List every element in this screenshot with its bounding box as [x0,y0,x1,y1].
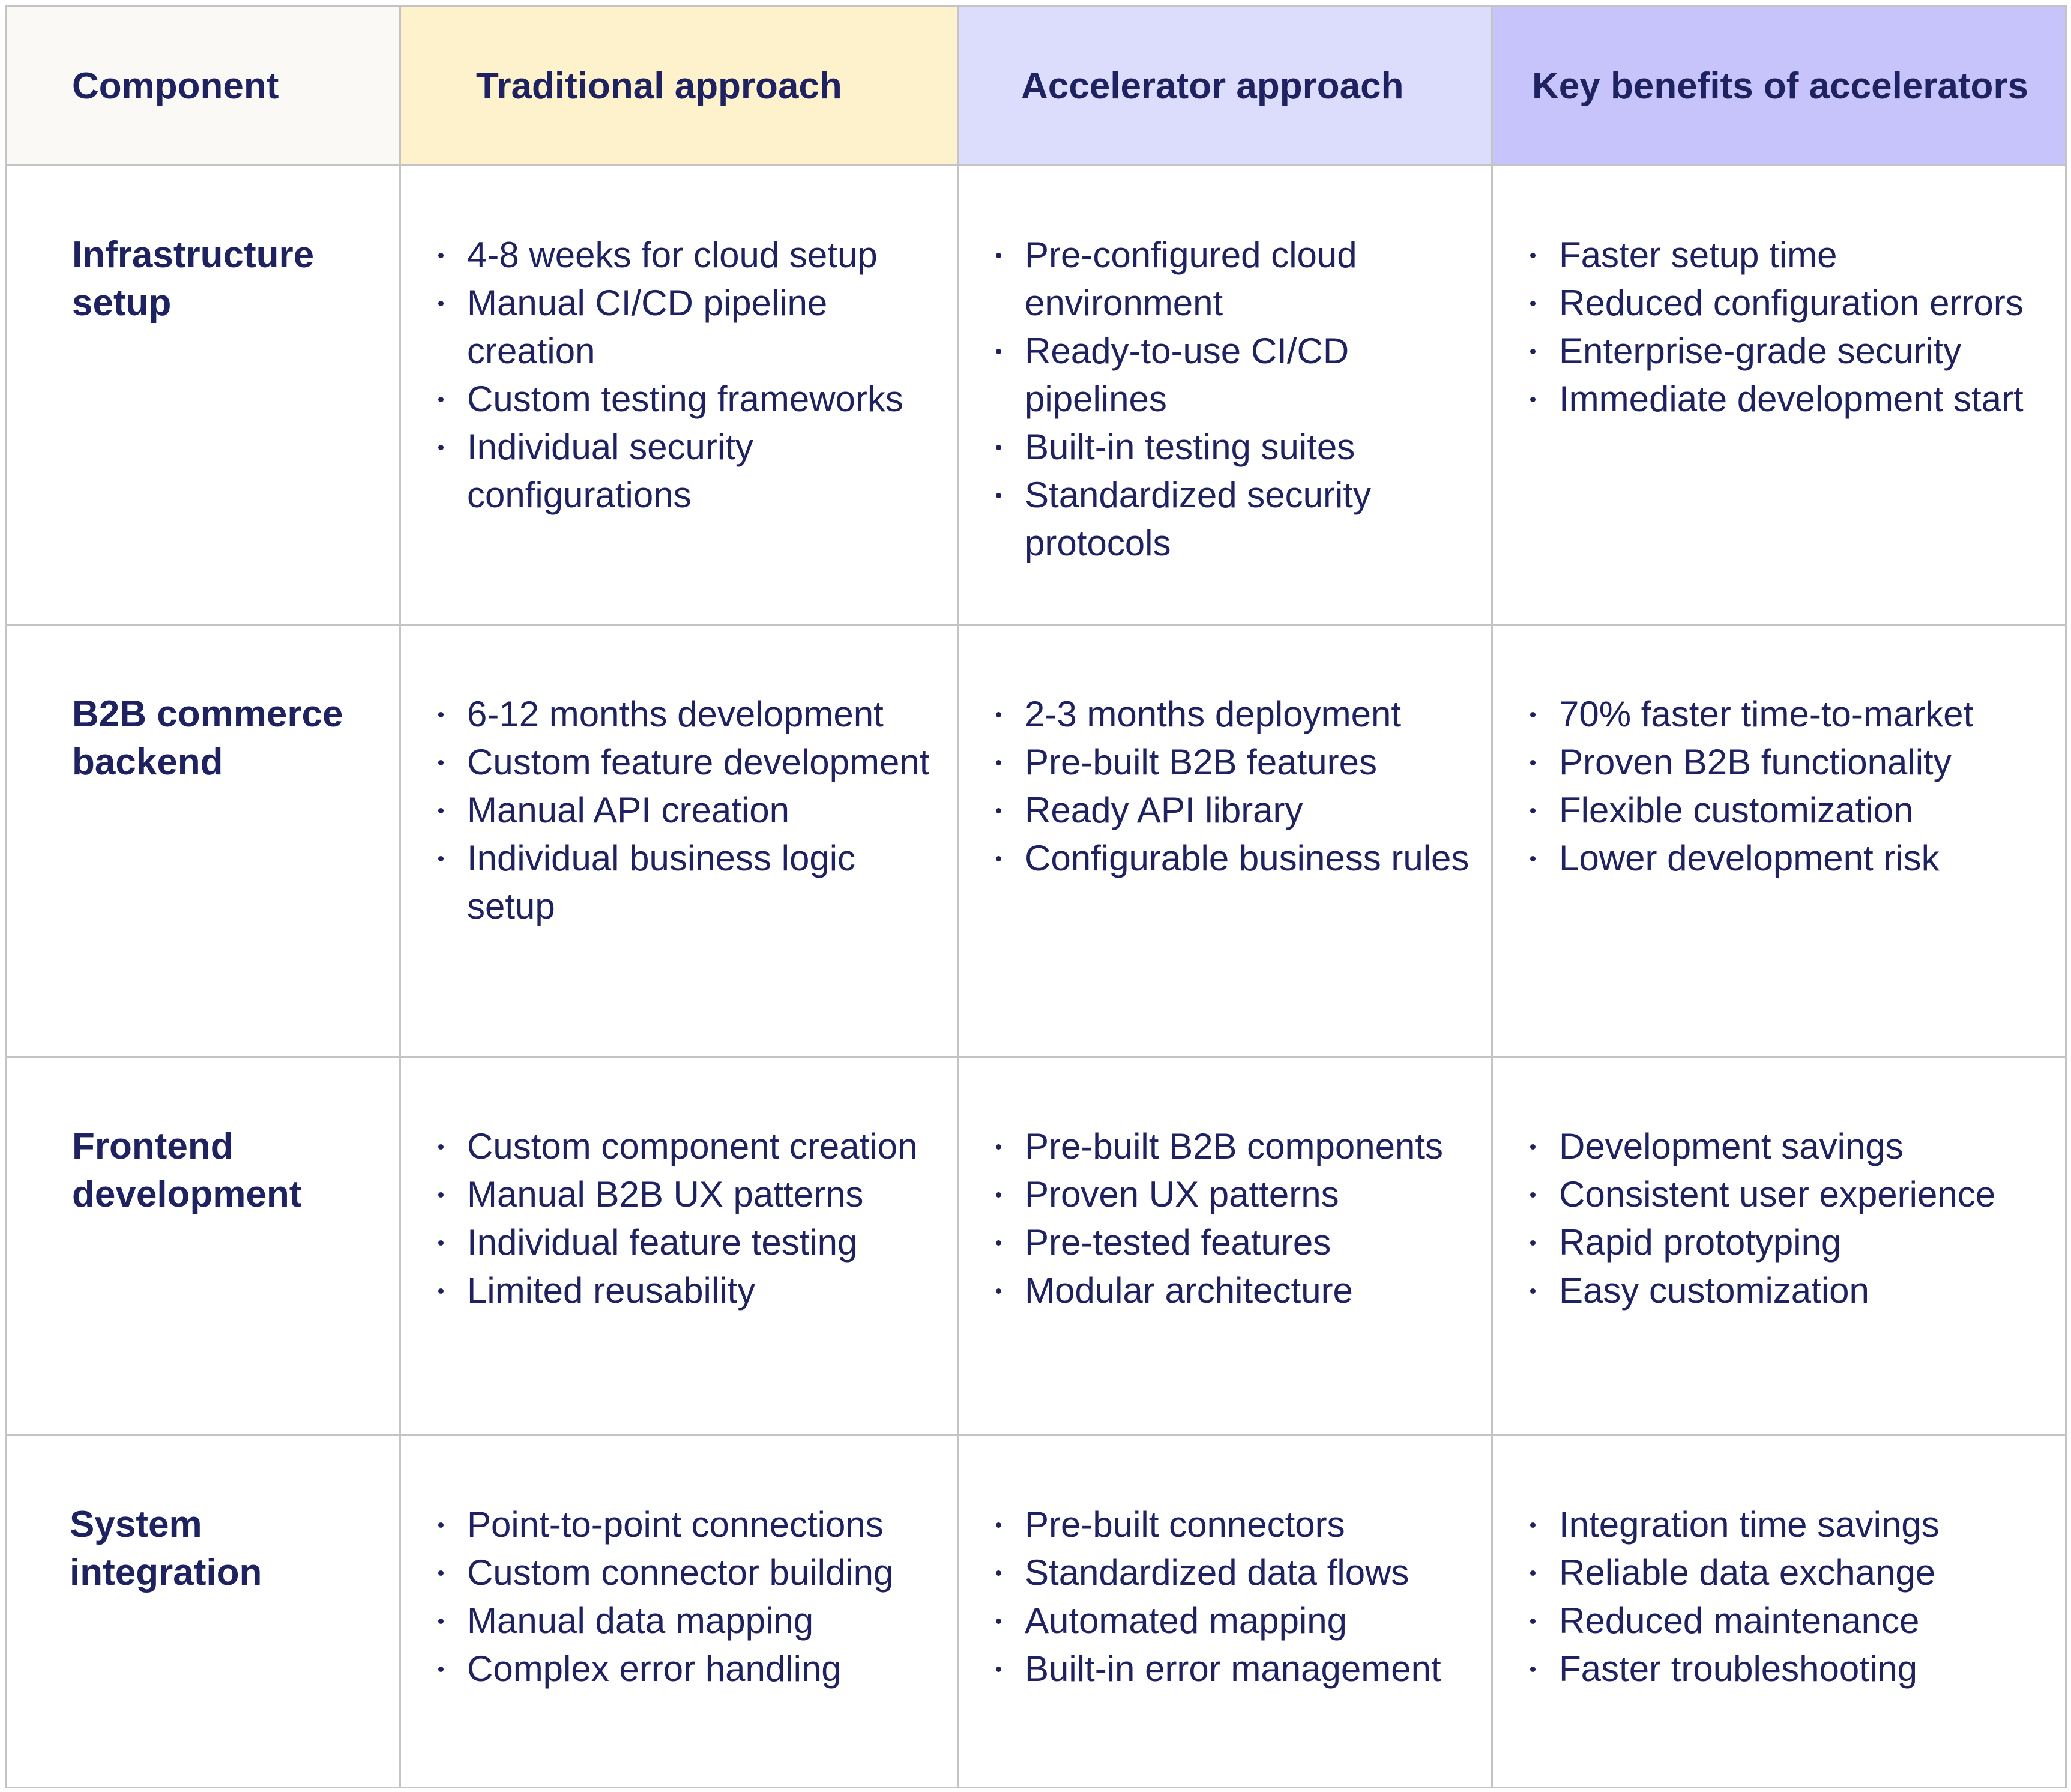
accelerator-cell [958,166,1492,625]
list-item: Individual feature testing [434,1219,939,1267]
list-item: Individual business logic setup [434,834,939,931]
list-item: Individual security configurations [434,423,939,519]
traditional-list [434,1501,939,1693]
list-item: 70% faster time-to-market [1526,690,2047,738]
list-item: Integration time savings [1526,1501,2047,1549]
traditional-cell [400,166,958,625]
list-item: 2-3 months deployment [992,690,1473,738]
accelerator-cell [958,1057,1492,1435]
component-cell: B2B commerce backend [7,625,400,1057]
benefits-cell [1492,166,2066,625]
header-accelerator-approach: Accelerator approach [958,7,1492,166]
traditional-list [434,690,939,931]
header-row [7,7,2066,166]
benefits-cell [1492,1057,2066,1435]
benefits-cell [1492,1435,2066,1788]
list-item: Easy customization [1526,1267,2047,1315]
list-item: Consistent user experience [1526,1171,2047,1219]
list-item: Pre-built connectors [992,1501,1473,1549]
list-item: Modular architecture [992,1267,1473,1315]
list-item: Manual data mapping [434,1597,939,1645]
benefits-list [1526,1501,2047,1693]
list-item: Configurable business rules [992,834,1473,882]
list-item: Custom testing frameworks [434,375,939,423]
list-item: Pre-built B2B components [992,1123,1473,1171]
list-item: Complex error handling [434,1645,939,1693]
list-item: Flexible customization [1526,786,2047,834]
list-item: Proven UX patterns [992,1171,1473,1219]
list-item: Automated mapping [992,1597,1473,1645]
table-row-infrastructure-setup [7,166,2066,625]
list-item: Custom connector building [434,1549,939,1597]
accelerator-list [992,231,1473,567]
list-item: 6-12 months development [434,690,939,738]
accelerator-list [992,1123,1473,1315]
list-item: Reduced maintenance [1526,1597,2047,1645]
accelerator-list [992,690,1473,882]
accelerator-cell [958,625,1492,1057]
list-item: Manual B2B UX patterns [434,1171,939,1219]
list-item: Faster setup time [1526,231,2047,279]
list-item: 4-8 weeks for cloud setup [434,231,939,279]
list-item: Pre-configured cloud environment [992,231,1473,327]
list-item: Built-in error management [992,1645,1473,1693]
list-item: Enterprise-grade security [1526,327,2047,375]
list-item: Lower development risk [1526,834,2047,882]
list-item: Reliable data exchange [1526,1549,2047,1597]
table-row-frontend-development [7,1057,2066,1435]
component-cell: Infrastructure setup [7,166,400,625]
traditional-list [434,1123,939,1315]
traditional-cell [400,1435,958,1788]
list-item: Custom component creation [434,1123,939,1171]
header-key-benefits: Key benefits of accelerators [1492,7,2066,166]
list-item: Limited reusability [434,1267,939,1315]
list-item: Pre-tested features [992,1219,1473,1267]
list-item: Immediate development start [1526,375,2047,423]
traditional-cell [400,625,958,1057]
accelerator-list [992,1501,1473,1693]
traditional-list [434,231,939,519]
list-item: Reduced configuration errors [1526,279,2047,327]
list-item: Ready-to-use CI/CD pipelines [992,327,1473,423]
traditional-cell [400,1057,958,1435]
component-cell: Frontend development [7,1057,400,1435]
benefits-cell [1492,625,2066,1057]
list-item: Built-in testing suites [992,423,1473,471]
header-traditional-approach: Traditional approach [400,7,958,166]
list-item: Standardized security protocols [992,471,1473,567]
benefits-list [1526,1123,2047,1315]
list-item: Custom feature development [434,738,939,786]
accelerator-cell [958,1435,1492,1788]
list-item: Point-to-point connections [434,1501,939,1549]
comparison-table-container [5,5,2065,1787]
header-component: Component [7,7,400,166]
list-item: Rapid prototyping [1526,1219,2047,1267]
table-row-b2b-commerce-backend [7,625,2066,1057]
component-cell: System integration [7,1435,400,1788]
list-item: Manual API creation [434,786,939,834]
benefits-list [1526,690,2047,882]
list-item: Manual CI/CD pipeline creation [434,279,939,375]
benefits-list [1526,231,2047,423]
list-item: Standardized data flows [992,1549,1473,1597]
table-row-system-integration [7,1435,2066,1788]
list-item: Development savings [1526,1123,2047,1171]
list-item: Ready API library [992,786,1473,834]
list-item: Faster troubleshooting [1526,1645,2047,1693]
comparison-table [5,5,2067,1788]
list-item: Pre-built B2B features [992,738,1473,786]
list-item: Proven B2B functionality [1526,738,2047,786]
